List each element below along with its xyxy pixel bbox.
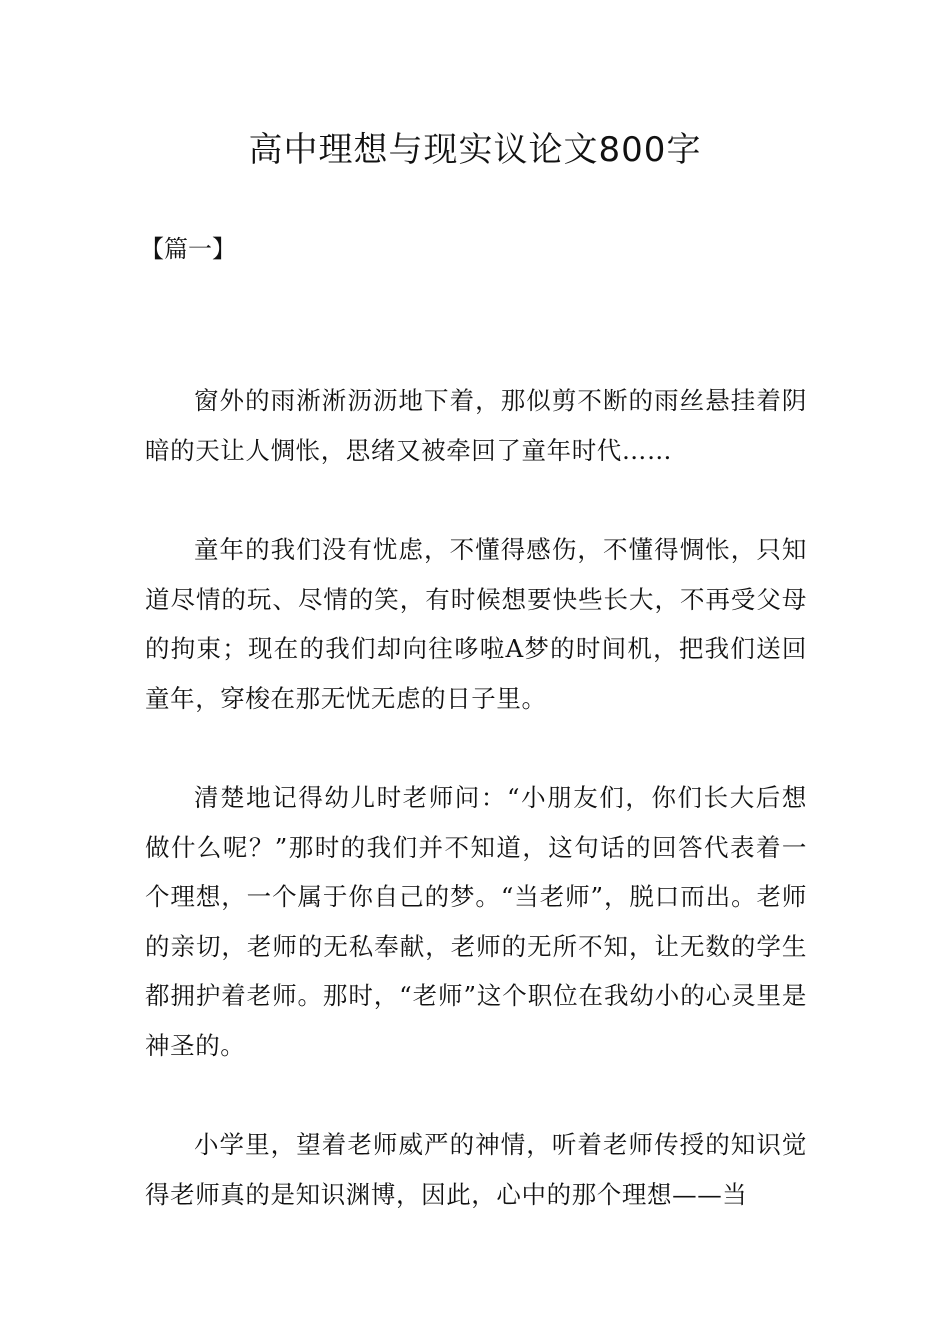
document-body bbox=[145, 376, 807, 1269]
paragraph: 窗外的雨淅淅沥沥地下着，那似剪不断的雨丝悬挂着阴暗的天让人惆怅，思绪又被牵回了童年时代…… bbox=[145, 386, 807, 465]
paragraph: 小学里，望着老师威严的神情，听着老师传授的知识觉得老师真的是知识渊博，因此，心中的那个理想——当 bbox=[145, 1130, 807, 1209]
paragraph: 童年的我们没有忧虑，不懂得感伤，不懂得惆怅，只知道尽情的玩、尽情的笑，有时候想要快些长大，不再受父母的拘束；现在的我们却向往哆啦A梦的时间机，把我们送回童年，穿梭在那无忧无虑的日子里。 bbox=[145, 535, 807, 713]
paragraph: 清楚地记得幼儿时老师问：“小朋友们，你们长大后想做什么呢？”那时的我们并不知道，这句话的回答代表着一个理想，一个属于你自己的梦。“当老师”，脱口而出。老师的亲切，老师的无私奉献，老师的无所不知，让无数的学生都拥护着老师。那时，“老师”这个职位在我幼小的心灵里是神圣的。 bbox=[145, 783, 807, 1060]
document-title: 高中理想与现实议论文800字 bbox=[248, 130, 702, 170]
section-label: 【篇一】 bbox=[140, 235, 236, 263]
